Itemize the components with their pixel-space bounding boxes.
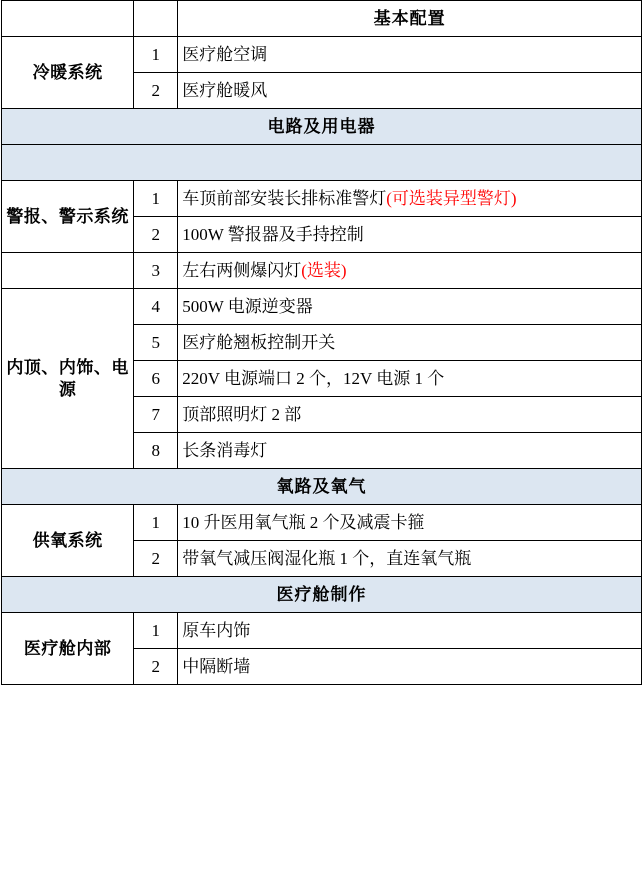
table-row: [2, 613, 642, 649]
row-category: 内顶、内饰、电源: [2, 289, 134, 469]
row-number: 3: [134, 253, 178, 289]
row-description: [178, 361, 642, 397]
row-number: 1: [134, 37, 178, 73]
row-number: 4: [134, 289, 178, 325]
row-description-text: 带氧气减压阀湿化瓶 1 个，直连氧气瓶: [182, 548, 472, 568]
row-category: 供氧系统: [2, 505, 134, 577]
row-description: [178, 433, 642, 469]
row-description-text: 左右两侧爆闪灯: [182, 260, 302, 280]
specification-table: [1, 0, 642, 685]
section-header-cabin: 医疗舱制作: [2, 577, 642, 613]
row-description-text: 中隔断墙: [182, 656, 251, 676]
table-row: [2, 253, 642, 289]
row-description: [178, 217, 642, 253]
row-number: 2: [134, 217, 178, 253]
row-number: 2: [134, 541, 178, 577]
section-spacer: [2, 145, 642, 181]
row-number: 6: [134, 361, 178, 397]
row-description: [178, 505, 642, 541]
header-category-cell: [2, 1, 134, 37]
row-description-text: 医疗舱翘板控制开关: [182, 332, 336, 352]
row-description: [178, 73, 642, 109]
section-header-oxygen: 氧路及氧气: [2, 469, 642, 505]
row-number: 1: [134, 181, 178, 217]
row-description: [178, 613, 642, 649]
row-description-highlight: (选装): [301, 260, 347, 280]
row-description-text: 10 升医用氧气瓶 2 个及减震卡箍: [182, 512, 425, 532]
row-description-highlight: (可选装异型警灯): [386, 188, 517, 208]
row-description: [178, 181, 642, 217]
row-description: [178, 541, 642, 577]
row-description: [178, 253, 642, 289]
row-description-text: 原车内饰: [182, 620, 251, 640]
row-number: 2: [134, 649, 178, 685]
row-category: 医疗舱内部: [2, 613, 134, 685]
row-description-text: 500W 电源逆变器: [182, 296, 313, 316]
row-description: [178, 397, 642, 433]
row-description-text: 220V 电源端口 2 个，12V 电源 1 个: [182, 368, 445, 388]
row-description-text: 医疗舱空调: [182, 44, 268, 64]
row-description: [178, 649, 642, 685]
header-number-cell: [134, 1, 178, 37]
table-row: [2, 181, 642, 217]
row-description-text: 100W 警报器及手持控制: [182, 224, 364, 244]
row-description-text: 顶部照明灯 2 部: [182, 404, 302, 424]
row-number: 1: [134, 505, 178, 541]
row-number: 2: [134, 73, 178, 109]
row-number: 1: [134, 613, 178, 649]
section-row: [2, 109, 642, 145]
row-category: 冷暖系统: [2, 37, 134, 109]
row-description-text: 车顶前部安装长排标准警灯: [182, 188, 387, 208]
row-number: 8: [134, 433, 178, 469]
row-description: [178, 325, 642, 361]
row-description-text: 长条消毒灯: [182, 440, 268, 460]
row-category: 警报、警示系统: [2, 181, 134, 253]
row-description: [178, 37, 642, 73]
table-row: [2, 37, 642, 73]
row-description-text: 医疗舱暖风: [182, 80, 268, 100]
row-number: 5: [134, 325, 178, 361]
section-row: [2, 469, 642, 505]
row-description: [178, 289, 642, 325]
section-row: [2, 577, 642, 613]
section-row: [2, 145, 642, 181]
row-number: 7: [134, 397, 178, 433]
table-row: [2, 505, 642, 541]
table-header-row: [2, 1, 642, 37]
section-header-electrical: 电路及用电器: [2, 109, 642, 145]
page-title: 基本配置: [178, 1, 642, 37]
row-category: [2, 253, 134, 289]
table-row: [2, 289, 642, 325]
